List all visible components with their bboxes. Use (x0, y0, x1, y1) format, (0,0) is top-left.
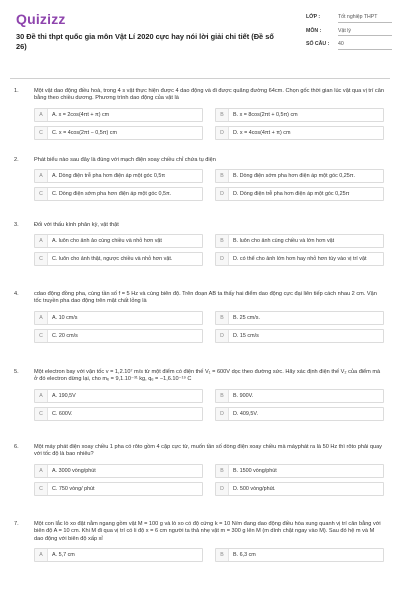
document-title: 30 Đề thi thpt quốc gia môn Vật Lí 2020 cực hay nói lời giải chi tiết (Đề số 26) (16, 32, 274, 51)
option-text: B. 1500 vòng/phút (233, 467, 277, 474)
option-text: B. 900V. (233, 392, 254, 399)
option-a[interactable] (34, 311, 203, 325)
option-a[interactable] (34, 389, 203, 403)
option-text: B. luôn cho ảnh cùng chiều và lớn hơn vật (233, 238, 335, 245)
option-grid (34, 234, 384, 266)
option-text: A. 5,7 cm (52, 551, 75, 558)
option-letter: C (35, 483, 48, 495)
option-grid (34, 389, 384, 421)
option-letter: A (35, 549, 48, 561)
option-text: B. Dòng điện sớm pha hơn điện áp một góc 0,25π. (233, 173, 355, 180)
option-d[interactable] (215, 482, 384, 496)
question-number: 4. (14, 291, 19, 297)
option-text: A. 10 cm/s (52, 314, 78, 321)
option-c[interactable] (34, 126, 203, 140)
option-letter: B (216, 235, 229, 247)
question-text: Một máy phát điện xoay chiều 1 pha có rôto gồm 4 cặp cực từ, muốn tần số dòng điện xoay chiều mà máyphát ra là 50 Hz thì rôto phải quay với tốc độ là bao nhiêu? (34, 444, 382, 458)
question-7 (0, 521, 400, 562)
option-d[interactable] (215, 407, 384, 421)
option-grid (34, 464, 384, 496)
meta-label: SỐ CÂU : (306, 41, 330, 48)
option-d[interactable] (215, 126, 384, 140)
option-letter: A (35, 170, 48, 182)
option-text: A. 3000 vòng/phút (52, 467, 96, 474)
option-b[interactable] (215, 464, 384, 478)
question-text: Đối với thấu kính phân kỳ, vật thật (34, 222, 119, 228)
question-number: 5. (14, 369, 19, 375)
option-letter: D (216, 253, 229, 265)
option-text: A. luôn cho ảnh ảo cùng chiều và nhỏ hơn vật (52, 238, 162, 245)
option-c[interactable] (34, 407, 203, 421)
header-divider (10, 78, 390, 79)
option-text: D. x = 4cos(4πt + π) cm (233, 129, 291, 136)
meta-label: LỚP : (306, 14, 321, 20)
question-list (0, 88, 400, 575)
option-letter: C (35, 127, 48, 139)
meta-value: Vật lý (338, 28, 392, 37)
question-text: Một con lắc lò xo đặt nằm ngang gồm vật M = 100 g và lò xo có độ cứng k = 10 N/m đang dao động điều hòa xung quanh vị trí cân bằng với biên độ A = 10 cm. Khi M đi qua vị trí có li độ x = 6 cm người ta thả nhẹ vật m = 300 g lên M (m dính chặt ngay vào M). Sau đó hệ m và M dao động với biên độ xấp xỉ (34, 521, 381, 542)
option-a[interactable] (34, 464, 203, 478)
option-letter: D (216, 127, 229, 139)
worksheet-header (0, 0, 400, 74)
meta-label: MÔN : (306, 27, 322, 34)
option-letter: D (216, 188, 229, 200)
meta-row-count (306, 41, 392, 50)
meta-value: 40 (338, 41, 392, 50)
option-letter: B (216, 390, 229, 402)
option-text: D. 15 cm/s (233, 332, 259, 339)
option-text: D. 409,5V. (233, 410, 258, 417)
option-text: C. luôn cho ảnh thật, ngược chiều và nhỏ hơn vật. (52, 256, 173, 263)
question-2 (0, 157, 400, 209)
option-letter: D (216, 408, 229, 420)
option-b[interactable] (215, 548, 384, 562)
question-number: 6. (14, 444, 19, 450)
option-text: A. Dòng điện trễ pha hơn điện áp một góc 0,5π (52, 173, 166, 180)
option-letter: C (35, 408, 48, 420)
option-letter: B (216, 549, 229, 561)
question-number: 2. (14, 157, 19, 163)
option-text: D. có thể cho ảnh lớn hơn hay nhỏ hơn tùy vào vị trí vật (233, 256, 367, 263)
question-number: 3. (14, 222, 19, 228)
option-letter: B (216, 465, 229, 477)
question-number: 7. (14, 521, 19, 527)
option-text: B. 6,3 cm (233, 551, 256, 558)
option-text: B. x = 8cos(2πt + 0,5π) cm (233, 111, 298, 118)
option-c[interactable] (34, 329, 203, 343)
option-b[interactable] (215, 169, 384, 183)
meta-value: Tốt nghiệp THPT (338, 14, 392, 23)
option-b[interactable] (215, 108, 384, 122)
question-3 (0, 222, 400, 278)
option-letter: A (35, 390, 48, 402)
option-b[interactable] (215, 389, 384, 403)
option-a[interactable] (34, 234, 203, 248)
option-d[interactable] (215, 187, 384, 201)
option-grid (34, 548, 384, 562)
option-c[interactable] (34, 187, 203, 201)
option-text: C. 750 vòng/ phút (52, 485, 95, 492)
option-b[interactable] (215, 311, 384, 325)
question-1 (0, 88, 400, 144)
option-letter: A (35, 312, 48, 324)
option-b[interactable] (215, 234, 384, 248)
option-d[interactable] (215, 252, 384, 266)
option-text: C. x = 4cos(2πt − 0,5π) cm (52, 129, 117, 136)
question-text: cdao động đồng pha, cùng tần số f = 5 Hz và cùng biên độ. Trên đoạn AB ta thấy hai điểm dao động cực đại liên tiếp cách nhau 2 cm. Vận tốc truyền pha dao động trên mặt chất lỏng là (34, 291, 377, 305)
question-4 (0, 291, 400, 356)
option-text: D. 500 vòng/phút. (233, 485, 276, 492)
meta-panel (306, 14, 392, 55)
question-text: Một electron bay với vận tốc v = 1,2.10⁷ m/s từ một điểm có điện thế V₁ = 600V dọc theo đường sức. Hãy xác định điện thế V₂ của điểm mà ở đó electron dừng lại, cho mₑ = 9,1.10⁻³¹ kg, qₑ = −1,6.10⁻¹⁹ C (34, 369, 381, 383)
option-text: D. Dòng điện trễ pha hơn điện áp một góc 0,25π (233, 191, 350, 198)
option-a[interactable] (34, 169, 203, 183)
option-grid (34, 169, 384, 201)
option-grid (34, 311, 384, 343)
option-c[interactable] (34, 482, 203, 496)
option-text: A. x = 2cos(4πt + π) cm (52, 111, 110, 118)
option-letter: C (35, 330, 48, 342)
option-letter: B (216, 170, 229, 182)
question-number: 1. (14, 88, 19, 94)
option-letter: A (35, 109, 48, 121)
option-letter: D (216, 483, 229, 495)
option-letter: A (35, 235, 48, 247)
question-text: Một vật dao động điều hoà, trong 4 s vật thực hiện được 4 dao động và đi được quãng đường 64cm. Chọn gốc thời gian lúc vật qua vị trí cân bằng theo chiều dương. Phương trình dao động của vật là (34, 88, 384, 102)
option-a[interactable] (34, 548, 203, 562)
option-text: B. 25 cm/s. (233, 314, 260, 321)
option-letter: B (216, 312, 229, 324)
question-text: Phát biểu nào sau đây là đúng với mạch điện xoay chiều chỉ chứa tụ điện (34, 157, 216, 163)
option-letter: A (35, 465, 48, 477)
option-letter: C (35, 253, 48, 265)
option-text: A. 190,5V (52, 392, 76, 399)
option-c[interactable] (34, 252, 203, 266)
meta-row-class (306, 14, 392, 23)
option-letter: B (216, 109, 229, 121)
option-letter: C (35, 188, 48, 200)
option-a[interactable] (34, 108, 203, 122)
option-text: C. 20 cm/s (52, 332, 78, 339)
option-letter: D (216, 330, 229, 342)
meta-row-subject (306, 28, 392, 37)
option-text: C. Dòng điện sớm pha hơn điện áp một góc 0,5π. (52, 191, 172, 198)
quizizz-logo: Quizizz (16, 11, 66, 27)
option-d[interactable] (215, 329, 384, 343)
question-6 (0, 444, 400, 508)
question-5 (0, 369, 400, 431)
option-text: C. 600V. (52, 410, 73, 417)
option-grid (34, 108, 384, 140)
